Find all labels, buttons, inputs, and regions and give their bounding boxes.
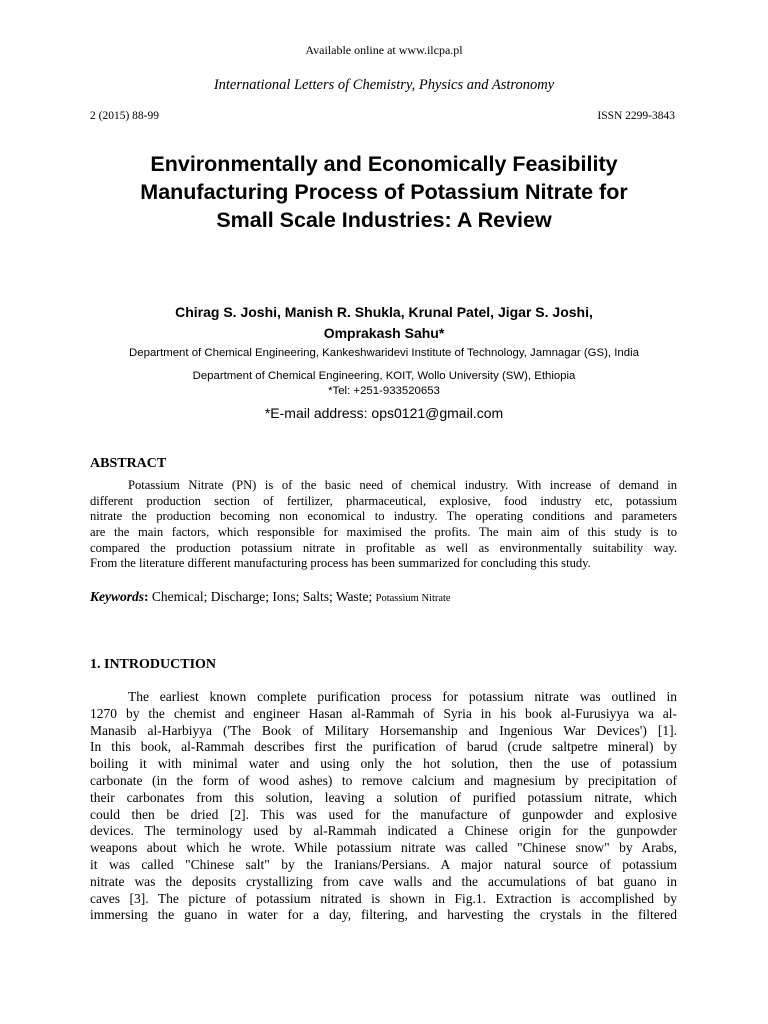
title-line: Manufacturing Process of Potassium Nitrate for <box>140 180 628 204</box>
abstract-line: nitrate the production becoming non economical to industry. The operating conditions and parameters <box>90 509 677 524</box>
paper-title <box>84 150 684 234</box>
intro-line: it was called "Chinese salt" by the Iranians/Persians. A major natural source of potassium <box>90 856 677 872</box>
issn: ISSN 2299-3843 <box>597 110 675 122</box>
intro-line: nitrate was the deposits crystallizing from cave walls and the accumulations of bat guano in <box>90 873 677 889</box>
introduction-heading: 1. INTRODUCTION <box>90 657 217 672</box>
affiliation-2: Department of Chemical Engineering, KOIT, Wollo University (SW), Ethiopia <box>192 370 576 382</box>
authors-line: Omprakash Sahu* <box>323 325 445 341</box>
abstract-body <box>90 478 677 572</box>
intro-line: Manasib al-Harbiyya ('The Book of Military Horsemanship and Ingenious War Devices') [1]. <box>90 722 677 738</box>
affiliation-1: Department of Chemical Engineering, Kankeshwaridevi Institute of Technology, Jamnagar (GS), India <box>129 347 639 359</box>
intro-line: could then be dried [2]. This was used for the manufacture of gunpowder and explosive <box>90 806 677 822</box>
intro-line: In this book, al-Rammah describes first the purification of barud (crude saltpetre mineral) by <box>90 739 677 755</box>
intro-line: caves [3]. The picture of potassium nitrated is shown in Fig.1. Extraction is accomplished by <box>90 890 677 906</box>
abstract-line: are the main factors, which responsible for maximised the profits. The main aim of this study is to <box>90 525 677 540</box>
intro-line: The earliest known complete purification process for potassium nitrate was outlined in <box>128 689 677 704</box>
keywords-text: Chemical; Discharge; Ions; Salts; Waste; <box>148 589 376 604</box>
title-line: Small Scale Industries: A Review <box>216 208 552 232</box>
journal-name: International Letters of Chemistry, Physics and Astronomy <box>213 77 555 93</box>
keywords-label: Keywords <box>90 589 144 604</box>
keywords-last: Potassium Nitrate <box>375 593 451 604</box>
authors-line: Chirag S. Joshi, Manish R. Shukla, Krunal Patel, Jigar S. Joshi, <box>175 304 593 320</box>
keywords-colon: : <box>144 589 149 604</box>
email-address: *E-mail address: ops0121@gmail.com <box>264 405 504 421</box>
intro-line: boiling it with minimal water and using only the hot solution, then the use of potassium <box>90 756 677 772</box>
keywords <box>90 589 451 605</box>
abstract-heading: ABSTRACT <box>90 456 167 471</box>
abstract-line: different production section of fertilizer, pharmaceutical, explosive, food industry etc, potassium <box>90 493 677 508</box>
intro-line: immersing the guano in water for a day, filtering, and harvesting the crystals in the filtered <box>90 907 677 923</box>
abstract-line: compared the production potassium nitrate in profitable as well as environmentally suitability way. <box>90 540 677 555</box>
intro-line: weapons about which he wrote. While potassium nitrate was called "Chinese snow" by Arabs, <box>90 840 677 856</box>
availability-line: Available online at www.ilcpa.pl <box>305 43 463 57</box>
intro-line: their carbonates from this solution, leaving a solution of purified potassium nitrate, which <box>90 789 677 805</box>
intro-line: carbonate (in the form of wood ashes) to remove calcium and magnesium by precipitation of <box>90 772 677 788</box>
title-line: Environmentally and Economically Feasibility <box>150 152 618 176</box>
abstract-line: From the literature different manufacturing process has been summarized for concluding this study. <box>90 556 591 571</box>
author-list <box>84 302 684 344</box>
intro-line: 1270 by the chemist and engineer Hasan al-Rammah of Syria in his book al-Furusiyya wa al- <box>90 705 677 721</box>
abstract-line: Potassium Nitrate (PN) is of the basic need of chemical industry. With increase of demand in <box>128 478 677 492</box>
volume-pages: 2 (2015) 88-99 <box>90 110 159 122</box>
intro-line: devices. The terminology used by al-Rammah indicated a Chinese origin for the gunpowder <box>90 823 677 839</box>
telephone: *Tel: +251-933520653 <box>328 385 440 397</box>
introduction-body <box>90 689 677 924</box>
